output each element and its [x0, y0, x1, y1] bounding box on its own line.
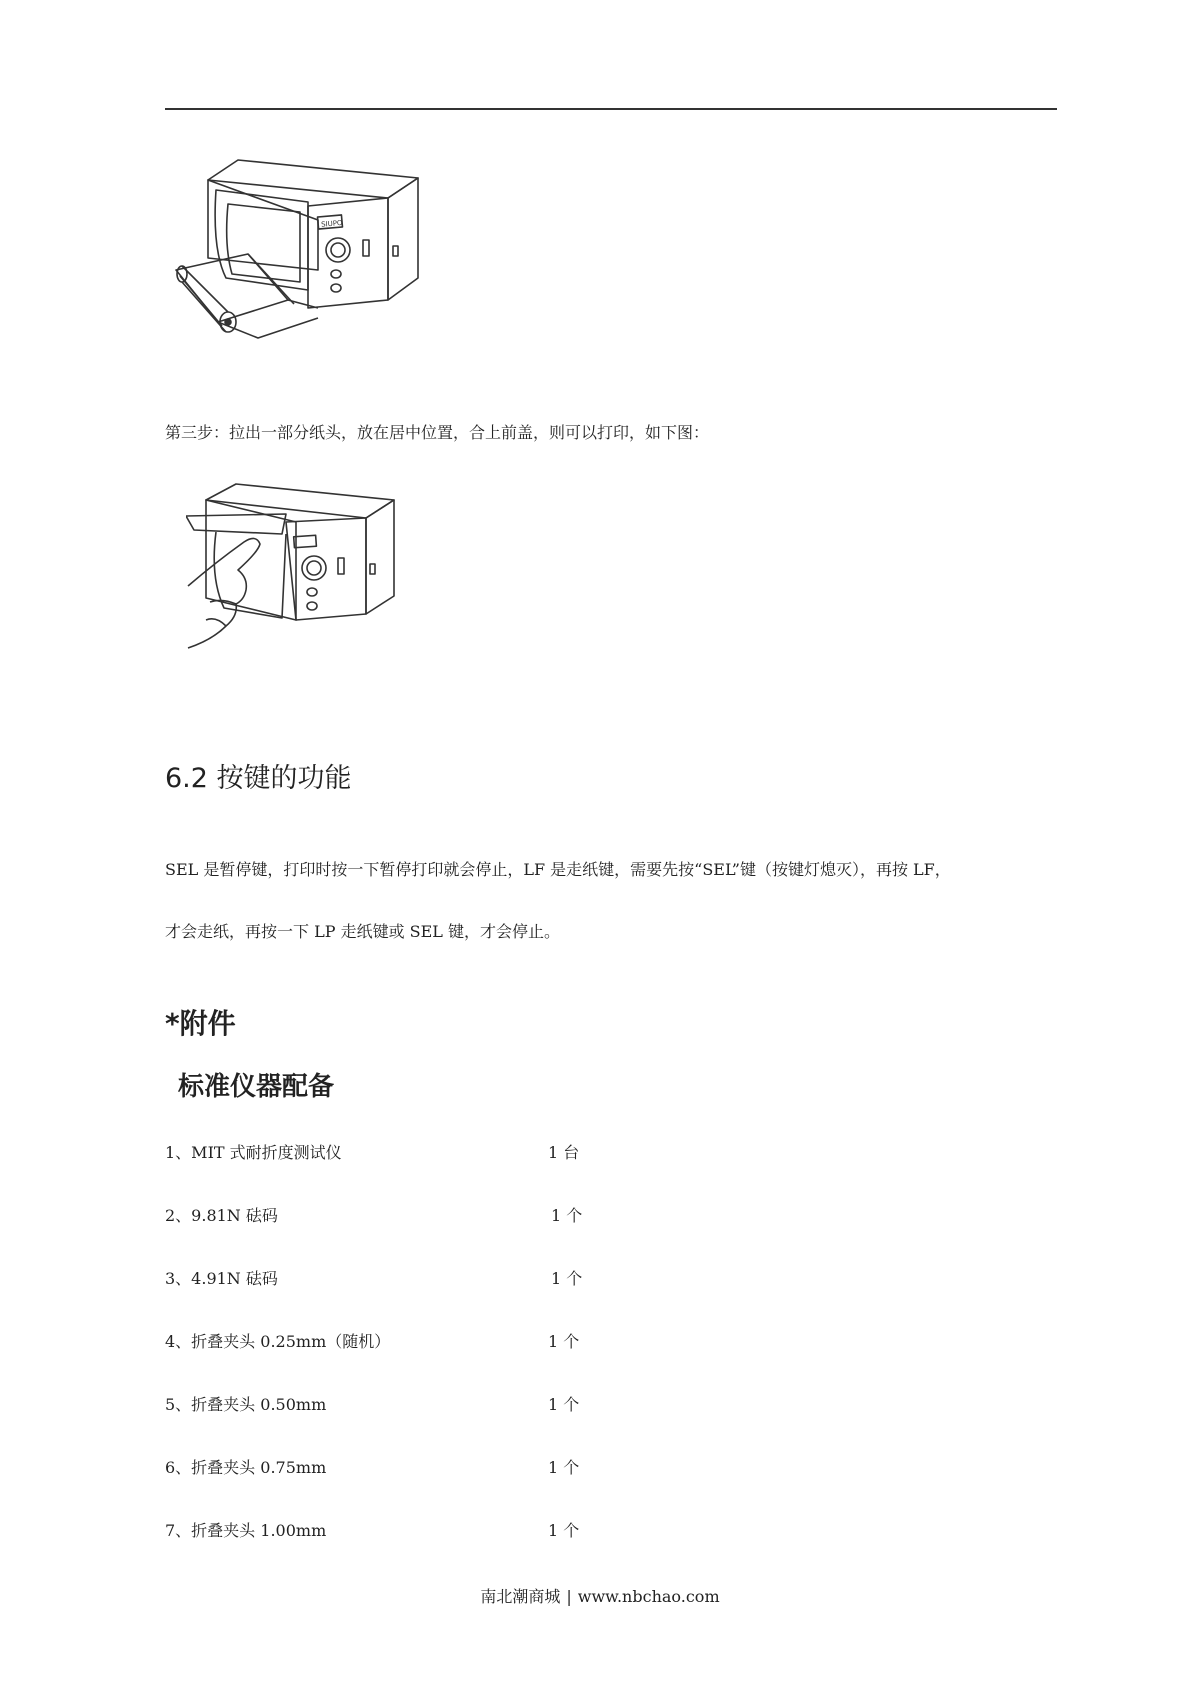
- equipment-item-name: 2、9.81N 砝码: [165, 1206, 278, 1225]
- equipment-item-qty: 1 个: [548, 1458, 580, 1477]
- header-rule: [165, 108, 1057, 110]
- equipment-item-name: 6、折叠夹头 0.75mm: [165, 1458, 327, 1477]
- equipment-item-qty: 1 个: [548, 1395, 580, 1414]
- standard-equipment-heading: 标准仪器配备: [178, 1072, 335, 1102]
- printer-paper-roll-illustration: [168, 150, 430, 365]
- button-function-paragraph-line1: SEL 是暂停键，打印时按一下暂停打印就会停止，LF 是走纸键，需要先按“SEL”键（按键灯熄灭），再按 LF，: [165, 860, 951, 879]
- equipment-item-name: 4、折叠夹头 0.25mm（随机）: [165, 1332, 391, 1351]
- step3-instruction: 第三步：拉出一部分纸头，放在居中位置，合上前盖，则可以打印，如下图：: [165, 423, 710, 442]
- equipment-item-qty: 1 个: [548, 1332, 580, 1351]
- equipment-item-qty: 1 台: [548, 1143, 580, 1162]
- equipment-item-qty: 1 个: [551, 1206, 583, 1225]
- button-function-paragraph-line2: 才会走纸，再按一下 LP 走纸键或 SEL 键，才会停止。: [165, 922, 561, 941]
- equipment-item-name: 5、折叠夹头 0.50mm: [165, 1395, 327, 1414]
- printer-logo: SIUPO: [320, 218, 343, 229]
- printer-paper-feed-illustration: [186, 478, 416, 653]
- page-footer: [0, 1584, 1200, 1607]
- equipment-item-name: 1、MIT 式耐折度测试仪: [165, 1143, 342, 1162]
- equipment-item-qty: 1 个: [551, 1269, 583, 1288]
- section-heading-button-functions: 6.2 按键的功能: [165, 763, 352, 794]
- equipment-item-name: 7、折叠夹头 1.00mm: [165, 1521, 327, 1540]
- equipment-item-qty: 1 个: [548, 1521, 580, 1540]
- footer-site-name: 南北潮商城: [480, 1587, 561, 1606]
- appendix-heading: *附件: [165, 1007, 236, 1040]
- footer-url[interactable]: www.nbchao.com: [577, 1587, 720, 1606]
- equipment-item-name: 3、4.91N 砝码: [165, 1269, 278, 1288]
- footer-separator: |: [566, 1587, 572, 1606]
